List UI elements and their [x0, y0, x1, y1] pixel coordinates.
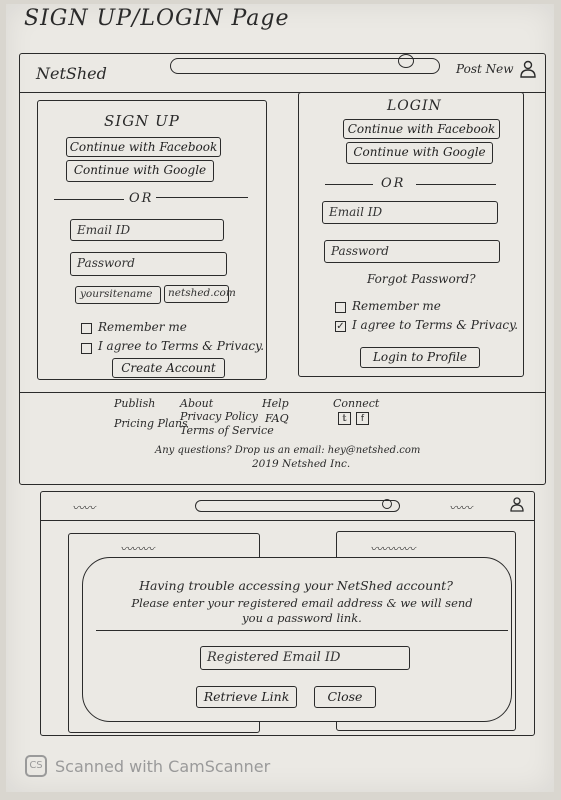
- login-or-divider-right: [416, 184, 496, 185]
- signup-remember-checkbox[interactable]: [81, 323, 92, 334]
- watermark-text: Scanned with CamScanner: [55, 757, 271, 776]
- signup-facebook-button[interactable]: Continue with Facebook: [66, 137, 221, 157]
- signup-remember-label: Remember me: [98, 320, 187, 334]
- modal-message-line1: Please enter your registered email address & we will send: [131, 596, 473, 610]
- camscanner-logo: CS: [25, 755, 47, 777]
- modal-message-line2: you a password link.: [242, 611, 362, 625]
- login-heading: LOGIN: [387, 98, 442, 114]
- login-google-button[interactable]: Continue with Google: [346, 142, 493, 164]
- signup-or-text: OR: [129, 191, 154, 206]
- retrieve-link-button[interactable]: Retrieve Link: [196, 686, 297, 708]
- login-password-input[interactable]: Password: [324, 240, 500, 263]
- signup-terms-checkbox[interactable]: [81, 343, 92, 354]
- login-remember-label: Remember me: [352, 299, 441, 313]
- modal-title: Having trouble accessing your NetShed account?: [139, 578, 453, 593]
- login-terms-checkbox-checked[interactable]: ✓: [336, 321, 345, 332]
- user-icon[interactable]: [510, 497, 524, 512]
- footer-faq-link[interactable]: FAQ: [265, 412, 289, 425]
- signup-password-input[interactable]: Password: [70, 252, 227, 276]
- user-icon[interactable]: [520, 60, 536, 78]
- signup-email-input[interactable]: Email ID: [70, 219, 224, 241]
- facebook-icon[interactable]: f: [356, 412, 369, 425]
- login-facebook-button[interactable]: Continue with Facebook: [343, 119, 500, 139]
- search-icon[interactable]: [382, 499, 392, 509]
- signup-terms-label: I agree to Terms & Privacy.: [98, 339, 265, 353]
- signup-heading: SIGN UP: [104, 112, 180, 130]
- search-input-2[interactable]: [195, 500, 400, 512]
- sketch-title: SIGN UP/LOGIN Page: [24, 6, 290, 31]
- domain-suffix: netshed.com: [164, 285, 229, 303]
- login-or-divider-left: [325, 184, 373, 185]
- footer-privacy-link[interactable]: Privacy Policy: [180, 410, 258, 423]
- login-to-profile-button[interactable]: Login to Profile: [360, 347, 480, 368]
- logo-placeholder-squiggle: 〰〰: [72, 501, 95, 515]
- footer-connect-label: Connect: [333, 397, 380, 410]
- footer-publish-link[interactable]: Publish: [114, 397, 156, 410]
- search-icon[interactable]: [398, 54, 414, 68]
- login-terms-label: I agree to Terms & Privacy.: [352, 318, 519, 332]
- card-placeholder-squiggle: 〰〰〰〰: [370, 542, 415, 556]
- footer-contact-text: Any questions? Drop us an email: hey@netshed.com: [155, 445, 421, 456]
- registered-email-input[interactable]: Registered Email ID: [200, 646, 410, 670]
- footer-about-link[interactable]: About: [180, 397, 214, 410]
- login-email-input[interactable]: Email ID: [322, 201, 498, 224]
- post-new-link[interactable]: Post New: [456, 62, 514, 76]
- login-remember-checkbox[interactable]: [335, 302, 346, 313]
- footer-terms-link[interactable]: Terms of Service: [180, 424, 274, 437]
- nav-placeholder-squiggle: 〰〰: [449, 501, 472, 515]
- modal-divider: [96, 630, 508, 631]
- footer-pricing-link[interactable]: Pricing Plans: [114, 417, 188, 430]
- site-name-input[interactable]: yoursitename: [75, 286, 161, 304]
- or-divider-right: [156, 197, 248, 198]
- close-button[interactable]: Close: [314, 686, 376, 708]
- twitter-icon[interactable]: 𝕥: [338, 412, 351, 425]
- signup-google-button[interactable]: Continue with Google: [66, 160, 214, 182]
- logo[interactable]: NetShed: [36, 64, 107, 83]
- footer-copyright: 2019 Netshed Inc.: [252, 458, 351, 470]
- footer-divider: [19, 392, 546, 393]
- forgot-password-link[interactable]: Forgot Password?: [367, 272, 476, 286]
- create-account-button[interactable]: Create Account: [112, 358, 225, 378]
- card-placeholder-squiggle: 〰〰〰: [120, 542, 154, 556]
- login-or-text: OR: [381, 176, 406, 191]
- footer-help-link[interactable]: Help: [262, 397, 289, 410]
- or-divider-left: [54, 199, 124, 200]
